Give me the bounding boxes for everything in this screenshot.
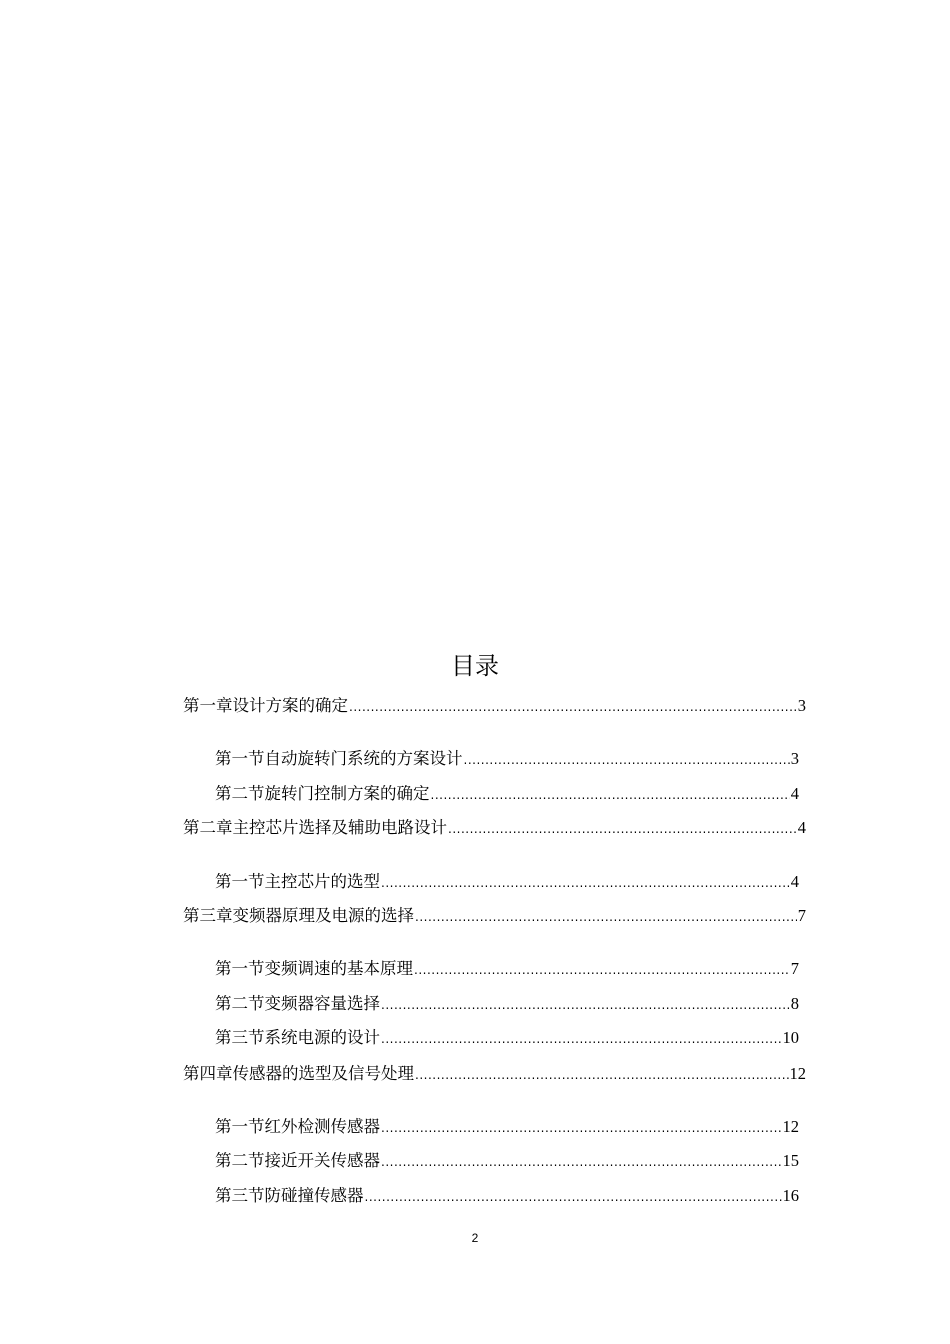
dot-leader	[365, 1186, 782, 1208]
toc-entry-page: 4	[797, 818, 806, 837]
toc-entry-page: 10	[782, 1028, 799, 1047]
toc-entry-label: 第一节主控芯片的选型	[215, 872, 380, 891]
toc-entry-page: 15	[782, 1151, 799, 1170]
toc-entry-section-3-2[interactable]	[215, 993, 799, 1016]
toc-entry-chapter-2[interactable]	[183, 817, 806, 840]
toc-entry-section-3-3[interactable]	[215, 1027, 799, 1050]
toc-entry-page: 8	[790, 994, 799, 1013]
toc-entry-chapter-3[interactable]	[183, 905, 806, 928]
toc-entry-label: 第四章传感器的选型及信号处理	[183, 1064, 414, 1083]
dot-leader	[381, 1028, 782, 1050]
toc-entry-page: 4	[790, 784, 799, 803]
toc-title: 目录	[451, 652, 499, 680]
toc-entry-page: 7	[797, 906, 806, 925]
dot-leader	[381, 1151, 782, 1173]
toc-entry-label: 第一节自动旋转门系统的方案设计	[215, 749, 463, 768]
toc-entry-label: 第二章主控芯片选择及辅助电路设计	[183, 818, 447, 837]
toc-entry-label: 第三节防碰撞传感器	[215, 1186, 364, 1205]
toc-entry-page: 3	[797, 696, 806, 715]
dot-leader	[349, 696, 797, 718]
dot-leader	[381, 872, 790, 894]
toc-entry-section-2-1[interactable]	[215, 871, 799, 894]
toc-entry-section-4-2[interactable]	[215, 1150, 799, 1173]
toc-entry-label: 第三章变频器原理及电源的选择	[183, 906, 414, 925]
toc-entry-page: 4	[790, 872, 799, 891]
toc-entry-label: 第一章设计方案的确定	[183, 696, 348, 715]
dot-leader	[431, 784, 790, 806]
toc-entry-label: 第三节系统电源的设计	[215, 1028, 380, 1047]
dot-leader	[464, 749, 790, 771]
toc-entry-page: 12	[789, 1064, 806, 1083]
dot-leader	[415, 906, 797, 928]
toc-entry-label: 第二节接近开关传感器	[215, 1151, 380, 1170]
toc-entry-section-1-1[interactable]	[215, 748, 799, 771]
toc-entry-page: 3	[790, 749, 799, 768]
toc-entry-section-3-1[interactable]	[215, 958, 799, 981]
toc-entry-section-4-3[interactable]	[215, 1185, 799, 1208]
toc-entry-page: 12	[782, 1117, 799, 1136]
toc-entry-page: 16	[782, 1186, 799, 1205]
page-number: 2	[471, 1231, 479, 1245]
toc-entry-label: 第二节变频器容量选择	[215, 994, 380, 1013]
toc-entry-label: 第一节红外检测传感器	[215, 1117, 380, 1136]
dot-leader	[381, 1117, 782, 1139]
toc-entry-chapter-4[interactable]	[183, 1063, 806, 1086]
dot-leader	[415, 1064, 789, 1086]
toc-entry-label: 第二节旋转门控制方案的确定	[215, 784, 430, 803]
toc-entry-chapter-1[interactable]	[183, 695, 806, 718]
dot-leader	[448, 818, 797, 840]
toc-entry-label: 第一节变频调速的基本原理	[215, 959, 413, 978]
dot-leader	[414, 959, 790, 981]
toc-entry-section-4-1[interactable]	[215, 1116, 799, 1139]
toc-entry-section-1-2[interactable]	[215, 783, 799, 806]
toc-entry-page: 7	[790, 959, 799, 978]
dot-leader	[381, 994, 790, 1016]
